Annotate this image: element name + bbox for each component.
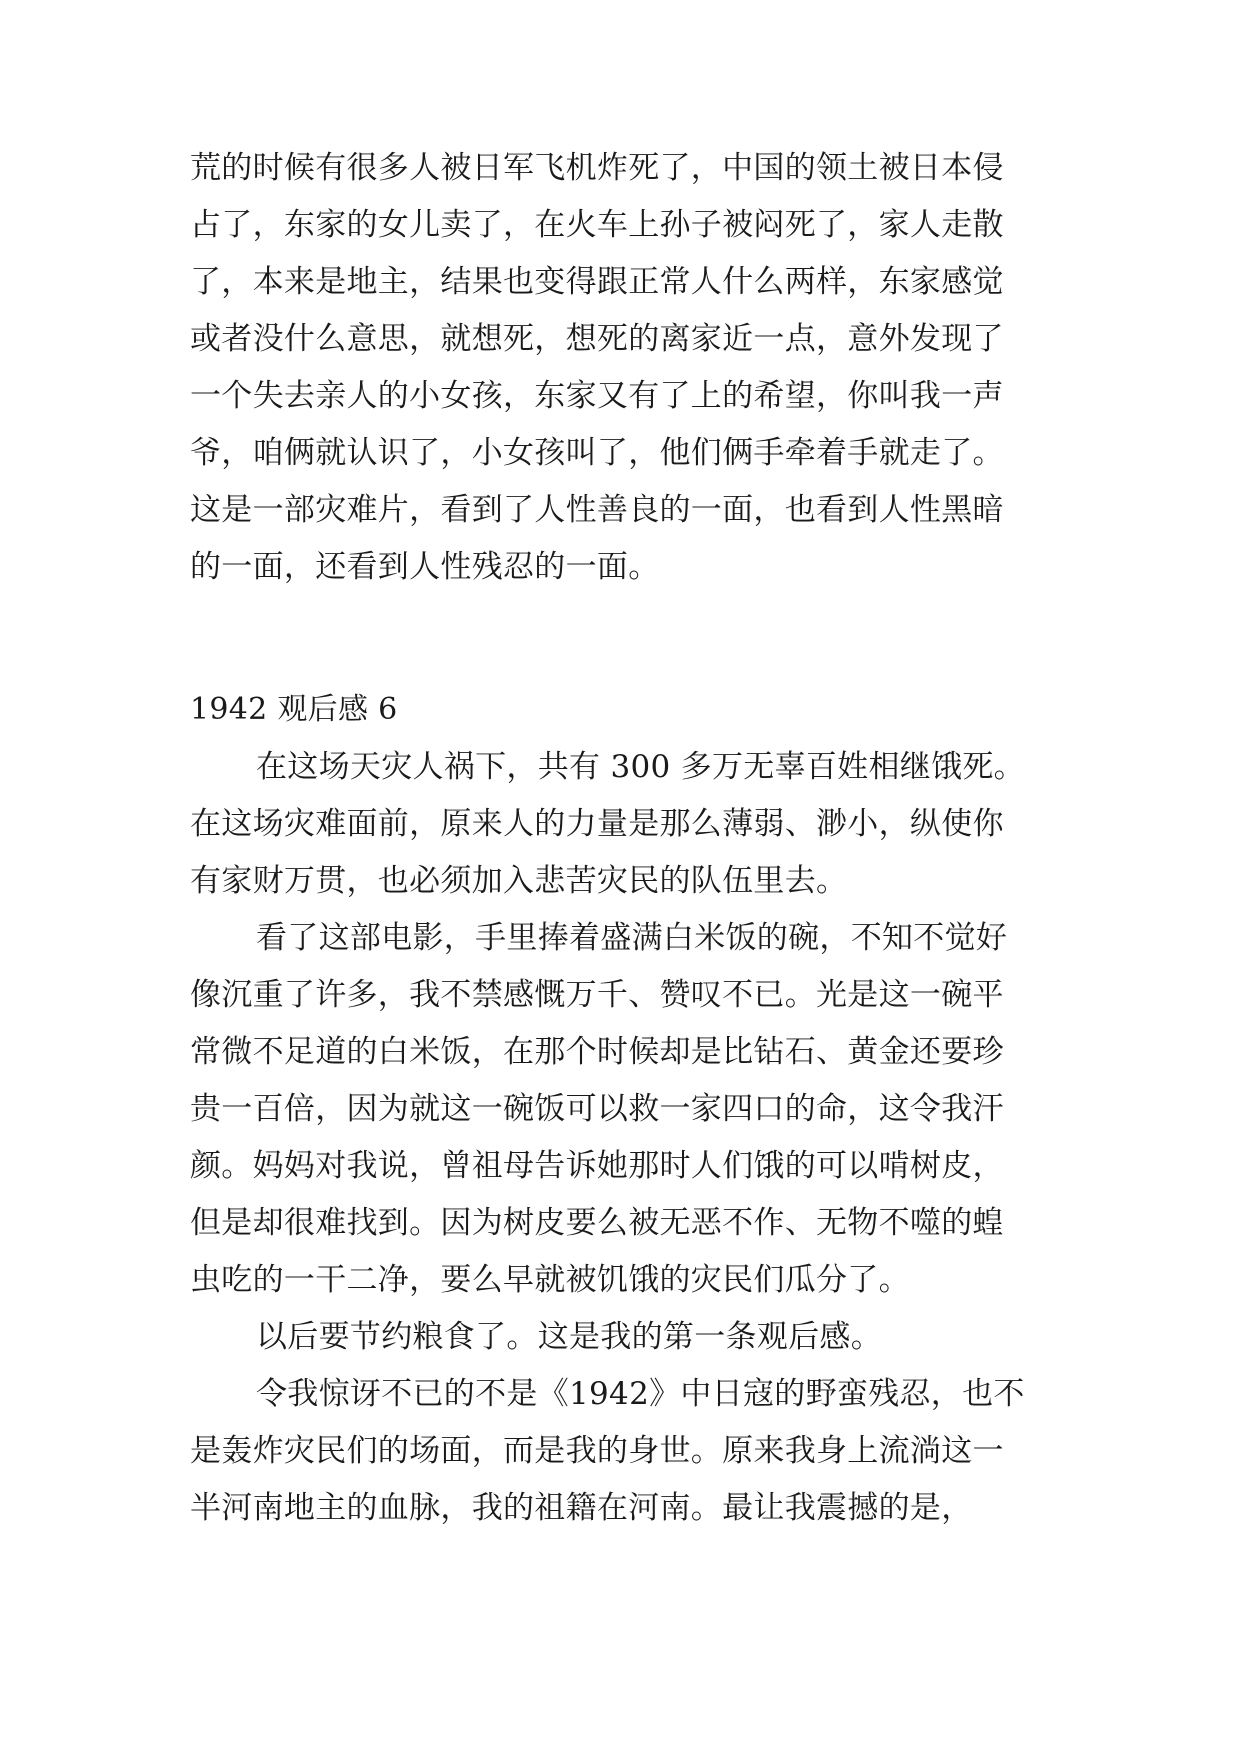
text-line: 在这场灾难面前，原来人的力量是那么薄弱、渺小，纵使你 [190, 806, 1004, 842]
text-line: 占了，东家的女儿卖了，在火车上孙子被闷死了，家人走散 [190, 207, 1004, 243]
section-heading: 1942 观后感 6 [190, 692, 398, 727]
text-line: 一个失去亲人的小女孩，东家又有了上的希望，你叫我一声 [190, 378, 1004, 414]
text-line: 但是却很难找到。因为树皮要么被无恶不作、无物不噬的蝗 [190, 1205, 1004, 1241]
text-line: 荒的时候有很多人被日军飞机炸死了，中国的领土被日本侵 [190, 150, 1004, 186]
text-line: 颜。妈妈对我说，曾祖母告诉她那时人们饿的可以啃树皮， [190, 1148, 1004, 1184]
text-line: 以后要节约粮食了。这是我的第一条观后感。 [256, 1319, 882, 1355]
text-line: 常微不足道的白米饭，在那个时候却是比钻石、黄金还要珍 [190, 1034, 1004, 1070]
text-line: 像沉重了许多，我不禁感慨万千、赞叹不已。光是这一碗平 [190, 977, 1004, 1013]
text-line: 是轰炸灾民们的场面，而是我的身世。原来我身上流淌这一 [190, 1433, 1004, 1469]
text-line: 令我惊讶不已的不是《1942》中日寇的野蛮残忍，也不 [256, 1376, 1025, 1412]
text-line: 虫吃的一干二净，要么早就被饥饿的灾民们瓜分了。 [190, 1262, 910, 1298]
text-line: 了，本来是地主，结果也变得跟正常人什么两样，东家感觉 [190, 264, 1004, 300]
text-line: 贵一百倍，因为就这一碗饭可以救一家四口的命，这令我汗 [190, 1091, 1004, 1127]
text-line: 看了这部电影，手里捧着盛满白米饭的碗，不知不觉好 [256, 920, 1008, 956]
text-line: 这是一部灾难片，看到了人性善良的一面，也看到人性黑暗 [190, 492, 1004, 528]
text-line: 爷，咱俩就认识了，小女孩叫了，他们俩手牵着手就走了。 [190, 435, 1004, 471]
text-line: 有家财万贯，也必须加入悲苦灾民的队伍里去。 [190, 863, 848, 899]
text-line: 的一面，还看到人性残忍的一面。 [190, 549, 660, 585]
text-line: 半河南地主的血脉，我的祖籍在河南。最让我震撼的是， [190, 1490, 973, 1526]
text-line: 在这场天灾人祸下，共有 300 多万无辜百姓相继饿死。 [256, 749, 1025, 785]
text-line: 或者没什么意思，就想死，想死的离家近一点，意外发现了 [190, 321, 1004, 357]
